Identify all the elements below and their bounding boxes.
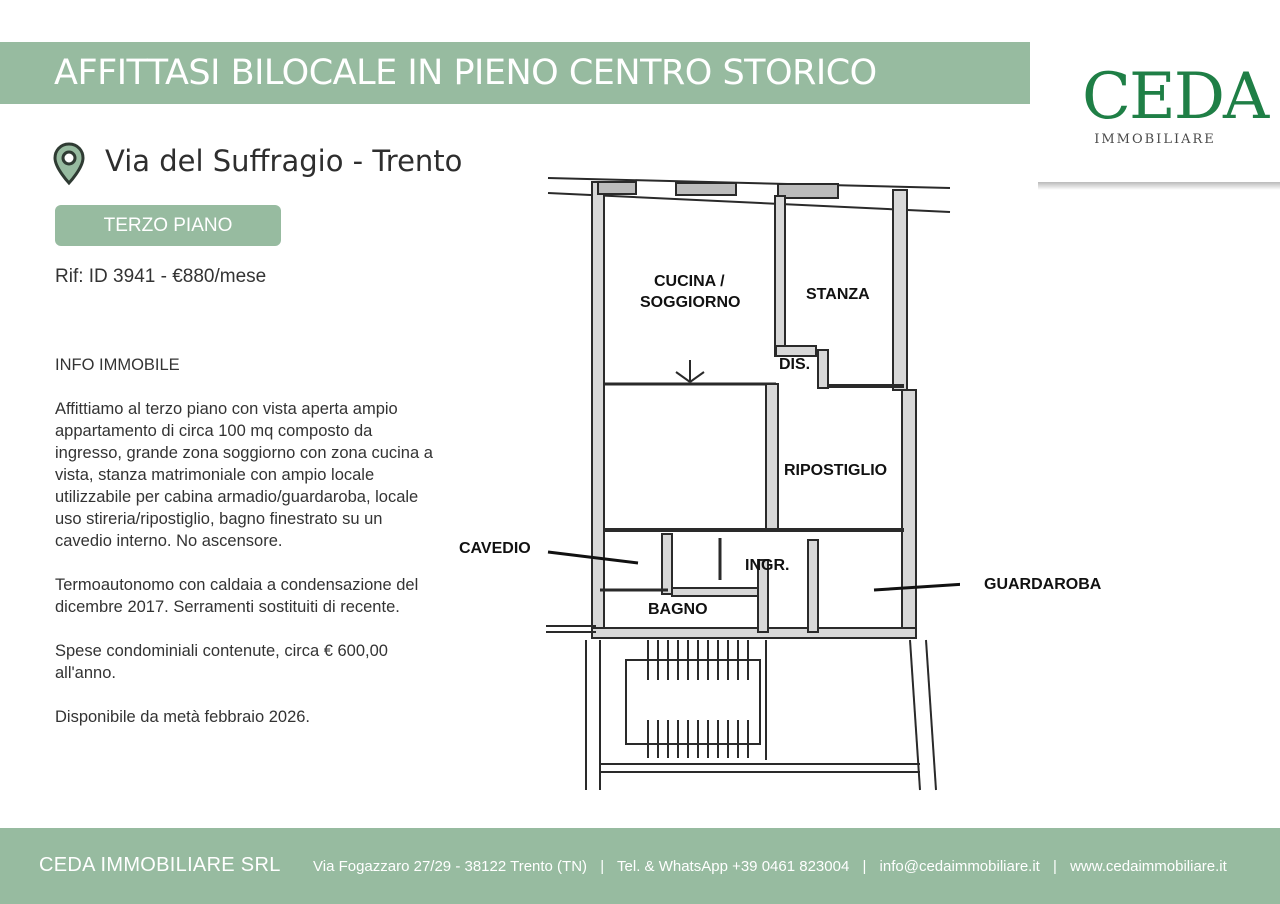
page-title: AFFITTASI BILOCALE IN PIENO CENTRO STORICO [54,53,877,93]
label-ingr: INGR. [745,557,790,574]
info-heading: INFO IMMOBILE [55,356,180,374]
label-ripostiglio: RIPOSTIGLIO [784,462,888,479]
footer-separator: | [1053,858,1057,875]
reference-price: Rif: ID 3941 - €880/mese [55,266,267,287]
footer-separator: | [600,858,605,875]
logo-subtitle: IMMOBILIARE [1094,132,1216,147]
company-logo [1082,60,1268,158]
label-stanza: STANZA [806,286,870,303]
info-paragraph: Affittiamo al terzo piano con vista aperta ampio appartamento di circa 100 mq composto da ingresso, grande zona soggiorno con zona cucina a vista, stanza matrimoniale con ampio locale utilizzabile per cabina armadio/guardaroba, locale uso stireria/ripostiglio, bagno finestrato su un cavedio interno. No ascensore. [55,400,433,550]
label-cucina: CUCINA / [654,273,725,290]
address-text: Via del Suffragio - Trento [105,144,463,178]
footer-email[interactable]: info@cedaimmobiliare.it [879,858,1040,875]
footer-website[interactable]: www.cedaimmobiliare.it [1070,858,1227,875]
footer-separator: | [862,858,867,875]
label-dis: DIS. [779,356,811,373]
info-paragraph: Spese condominiali contenute, circa € 600,00 all'anno. [55,642,388,682]
footer [0,828,1280,904]
info-paragraph: Termoautonomo con caldaia a condensazione del dicembre 2017. Serramenti sostituiti di recente. [55,576,419,616]
logo-divider [1038,182,1280,190]
property-info [55,354,435,750]
title-banner [0,42,1030,104]
label-guardaroba: GUARDAROBA [984,576,1102,593]
info-paragraph: Disponibile da metà febbraio 2026. [55,708,311,726]
location-pin-icon [52,142,86,186]
label-bagno: BAGNO [648,601,708,618]
footer-company: CEDA IMMOBILIARE SRL [39,854,281,876]
logo-mark: CEDA [1082,60,1268,134]
label-cavedio: CAVEDIO [459,540,531,557]
footer-phone[interactable]: Tel. & WhatsApp +39 0461 823004 [617,858,850,875]
floor-badge: TERZO PIANO [55,205,281,246]
footer-address: Via Fogazzaro 27/29 - 38122 Trento (TN) [313,858,588,875]
floor-plan [540,170,960,800]
label-soggiorno: SOGGIORNO [640,294,741,311]
footer-contacts [313,858,1227,875]
